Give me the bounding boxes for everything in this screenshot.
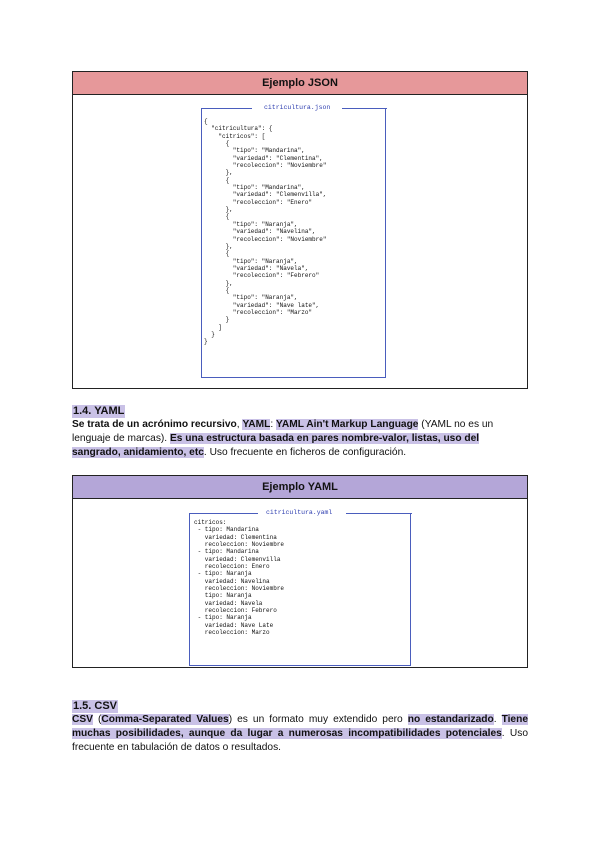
yaml-desc-part: (YAML no es un lenguaje de marcas). xyxy=(72,419,494,444)
yaml-desc-part: YAML Ain't Markup Language xyxy=(276,419,419,430)
csv-description xyxy=(72,713,528,755)
section-title-csv: 1.5. CSV xyxy=(73,700,118,712)
json-filename-label: citricultura.json xyxy=(264,104,331,111)
panel-top-border xyxy=(346,513,412,514)
section-title-yaml: 1.4. YAML xyxy=(73,405,125,417)
csv-desc-part: no estandarizado xyxy=(407,714,494,725)
csv-desc-part: . Uso frecuente en tabulación de datos o resultados. xyxy=(72,728,528,753)
yaml-example-box xyxy=(72,475,528,668)
csv-desc-part: ( xyxy=(92,714,102,725)
yaml-desc-part: , xyxy=(236,419,243,430)
csv-desc-part: Tiene muchas posibilidades, aunque da lugar a numerosas incompatibilidades potenciales xyxy=(72,714,528,739)
csv-desc-part: Comma-Separated Values xyxy=(101,714,229,725)
json-code-panel xyxy=(201,104,386,378)
panel-top-border xyxy=(190,513,258,514)
yaml-desc-part: Se trata de un acrónimo recursivo xyxy=(72,419,237,430)
yaml-desc-part: : xyxy=(270,419,277,430)
panel-top-border xyxy=(342,108,387,109)
yaml-filename-label: citricultura.yaml xyxy=(266,509,333,516)
yaml-code-block: citricos: - tipo: Mandarina variedad: Clementina recoleccion: Noviembre - tipo: Mandarina variedad: Clemenvilla recoleccion: Enero - tipo: Naranja variedad: Navelina recoleccion: Noviembre tipo: Naranja variedad: Navela recoleccion: Febrero - tipo: Naranja variedad: Nave Late recoleccion: Marzo xyxy=(194,519,285,637)
csv-desc-part: CSV xyxy=(72,714,93,725)
yaml-code-panel xyxy=(189,509,411,666)
yaml-desc-part: . Uso frecuente en ficheros de configuración. xyxy=(203,447,407,458)
panel-top-border xyxy=(202,108,252,109)
csv-desc-part: . xyxy=(493,714,502,725)
csv-desc-part: ) es un formato muy extendido pero xyxy=(228,714,408,725)
json-code-block: { "citricultura": { "citricos": [ { "tipo": "Mandarina", "variedad": "Clementina", "recoleccion": "Noviembre" }, { "tipo": "Mandarina", "variedad": "Clemenvilla", "recoleccion": "Enero" }, { "tipo": "Naranja", "variedad": "Navelina", "recoleccion": "Noviembre" }, { "tipo": "Naranja", "variedad": "Navela", "recoleccion": "Febrero" }, { "tipo": "Naranja", "variedad": "Nave late", "recoleccion": "Marzo" } ] } } xyxy=(204,118,327,346)
json-example-box xyxy=(72,71,528,389)
json-example-title: Ejemplo JSON xyxy=(73,72,527,95)
yaml-desc-part: YAML xyxy=(242,419,271,430)
yaml-example-title: Ejemplo YAML xyxy=(73,476,527,499)
yaml-description xyxy=(72,418,528,460)
yaml-desc-part: Es una estructura basada en pares nombre-valor, listas, uso del sangrado, anidamiento, etc xyxy=(72,433,480,458)
